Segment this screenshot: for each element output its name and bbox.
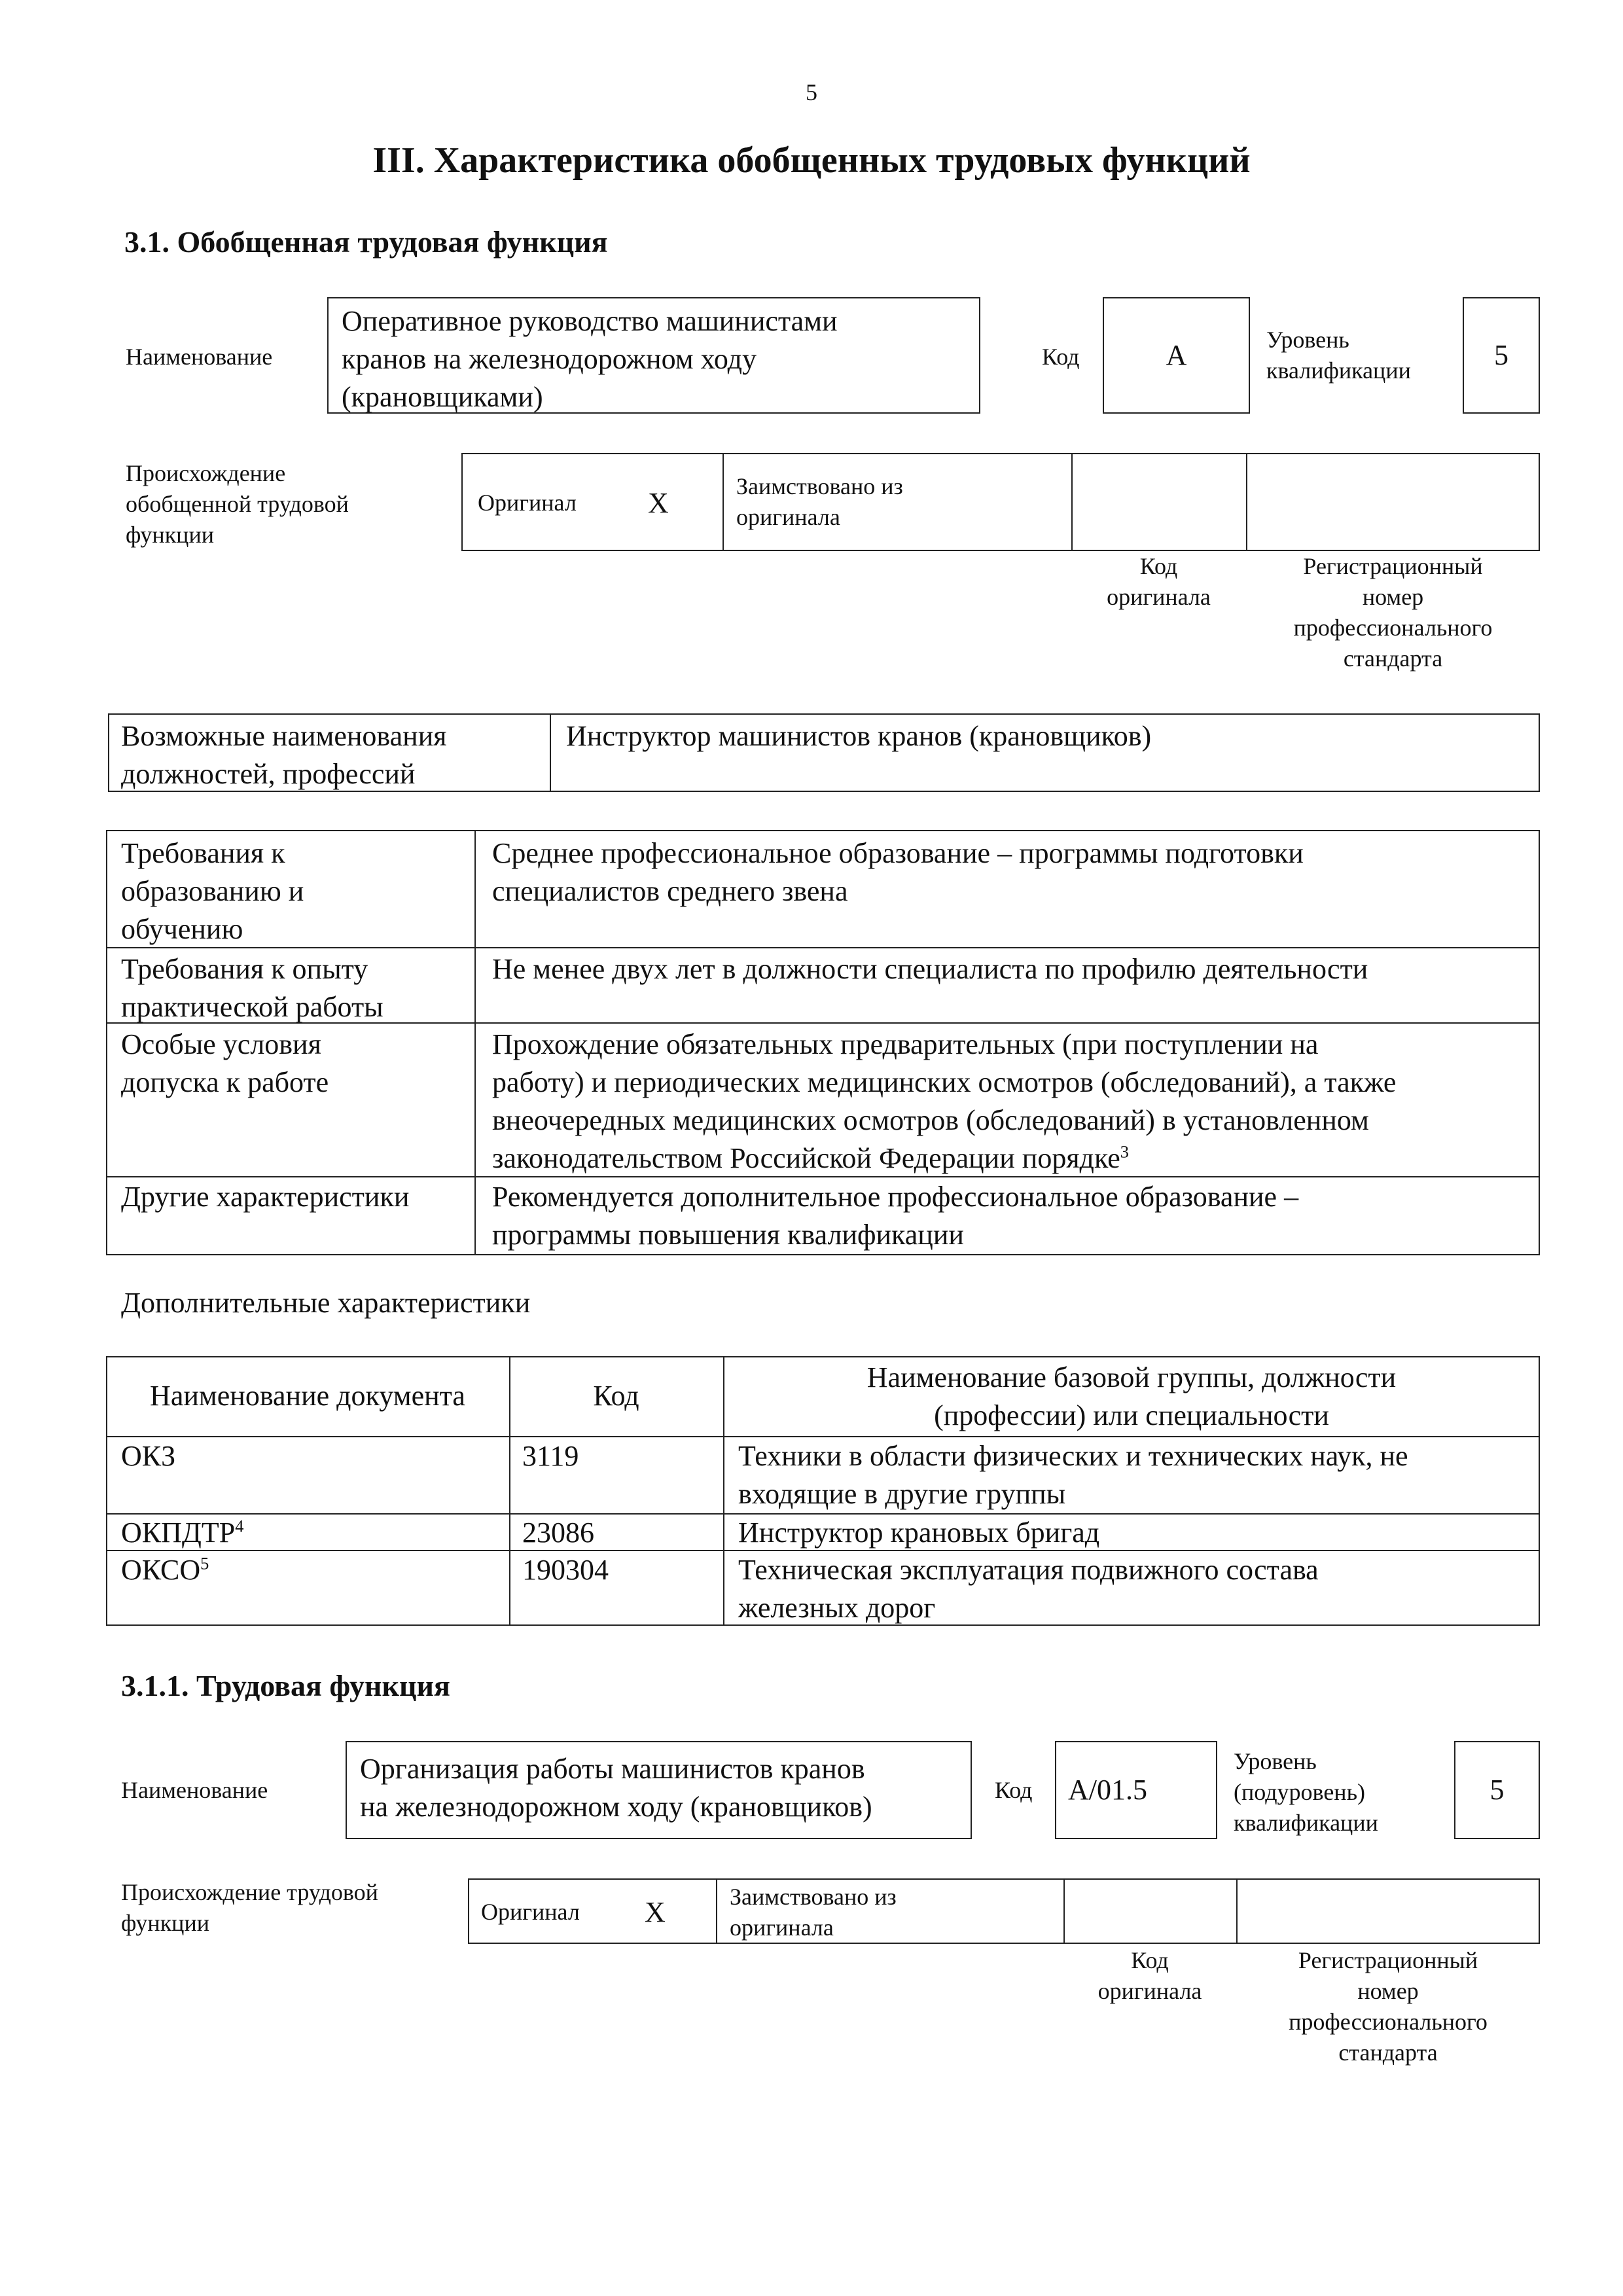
additional-row-doc — [121, 1514, 243, 1552]
additional-header-doc: Наименование документа — [150, 1380, 465, 1412]
req-other-value: Рекомендуется дополнительное профессиональное образование – программы повышения квалификации — [492, 1181, 1299, 1251]
tf-original-mark: Х — [645, 1896, 666, 1928]
additional-row-code: 190304 — [522, 1554, 609, 1586]
tf-level-label: Уровень (подуровень) квалификации — [1234, 1748, 1378, 1836]
additional-row-name: Техники в области физических и технических наук, не входящие в другие группы — [738, 1440, 1408, 1510]
gtf-code-box — [1103, 297, 1250, 414]
gtf-code-value: А — [1166, 339, 1187, 371]
tf-origin-label: Происхождение трудовой функции — [121, 1879, 378, 1936]
gtf-level-label: Уровень квалификации — [1266, 327, 1411, 384]
doc-okz: ОКЗ — [121, 1440, 176, 1472]
positions-label: Возможные наименования должностей, профессий — [121, 720, 447, 790]
gtf-reg-number-caption: Регистрационный номер профессионального стандарта — [1293, 553, 1493, 672]
req-experience-label: Требования к опыту практической работы — [121, 953, 383, 1023]
additional-title: Дополнительные характеристики — [121, 1287, 531, 1319]
additional-row-name: Инструктор крановых бригад — [738, 1516, 1100, 1549]
gtf-level-value: 5 — [1494, 339, 1508, 371]
gtf-name-value: Оперативное руководство машинистами кранов на железнодорожном ходу (крановщиками) — [342, 305, 838, 413]
tf-original-label: Оригинал — [481, 1899, 580, 1925]
positions-value: Инструктор машинистов кранов (крановщиков) — [566, 720, 1152, 752]
gtf-borrowed-label: Заимствовано из оригинала — [736, 473, 903, 530]
gtf-heading: 3.1. Обобщенная трудовая функция — [124, 225, 608, 259]
additional-header-name: Наименование базовой группы, должности (профессии) или специальности — [866, 1361, 1397, 1431]
tf-heading: 3.1.1. Трудовая функция — [121, 1669, 450, 1702]
req-conditions-label: Особые условия допуска к работе — [121, 1028, 329, 1098]
req-conditions-text: Прохождение обязательных предварительных (при поступлении на работу) и периодических медицинских осмотров (обследований), а также внеочередных медицинских осмотров (обследований) в установленном законодательством Российской Федерации порядке — [492, 1028, 1397, 1174]
tf-name-label: Наименование — [121, 1777, 268, 1803]
additional-row-doc — [121, 1551, 209, 1589]
doc-okpdtr: ОКПДТР — [121, 1516, 236, 1549]
tf-code-label: Код — [995, 1777, 1033, 1803]
additional-row-code: 3119 — [522, 1440, 579, 1472]
additional-row-doc — [121, 1437, 175, 1475]
req-education-label: Требования к образованию и обучению — [121, 837, 304, 945]
tf-level-box — [1454, 1741, 1540, 1839]
gtf-name-label: Наименование — [126, 344, 273, 370]
footnote-5: 5 — [200, 1553, 209, 1573]
additional-row-name: Техническая эксплуатация подвижного состава железных дорог — [738, 1554, 1319, 1624]
tf-reg-number-caption: Регистрационный номер профессионального стандарта — [1289, 1947, 1488, 2066]
additional-row-code: 23086 — [522, 1516, 594, 1549]
gtf-origin-table — [461, 453, 1540, 551]
gtf-origin-code-caption: Код оригинала — [1107, 553, 1211, 610]
gtf-origin-label: Происхождение обобщенной трудовой функции — [126, 460, 349, 548]
footnote-4: 4 — [235, 1516, 244, 1536]
gtf-code-label: Код — [1042, 344, 1080, 370]
req-education-value: Среднее профессиональное образование – программы подготовки специалистов среднего звена — [492, 837, 1304, 907]
gtf-original-mark: Х — [648, 487, 669, 519]
tf-code-value: A/01.5 — [1068, 1774, 1147, 1806]
gtf-level-box — [1463, 297, 1540, 414]
tf-borrowed-label: Заимствовано из оригинала — [730, 1884, 897, 1941]
page-number: 5 — [806, 79, 817, 105]
req-other-label: Другие характеристики — [121, 1181, 410, 1213]
tf-level-value: 5 — [1489, 1774, 1505, 1806]
tf-name-box — [346, 1741, 972, 1839]
gtf-original-label: Оригинал — [478, 490, 577, 516]
tf-code-box — [1055, 1741, 1217, 1839]
req-conditions-value — [492, 1026, 1536, 1177]
doc-okso: ОКСО — [121, 1554, 201, 1586]
section-title: III. Характеристика обобщенных трудовых функций — [372, 140, 1251, 181]
gtf-name-box — [327, 297, 980, 414]
tf-origin-table — [468, 1878, 1540, 1944]
tf-origin-code-caption: Код оригинала — [1097, 1947, 1202, 2004]
footnote-3: 3 — [1120, 1141, 1129, 1162]
additional-header-code: Код — [593, 1380, 639, 1412]
tf-name-value: Организация работы машинистов кранов на железнодорожном ходу (крановщиков) — [360, 1753, 872, 1823]
req-experience-value: Не менее двух лет в должности специалиста по профилю деятельности — [492, 953, 1368, 985]
